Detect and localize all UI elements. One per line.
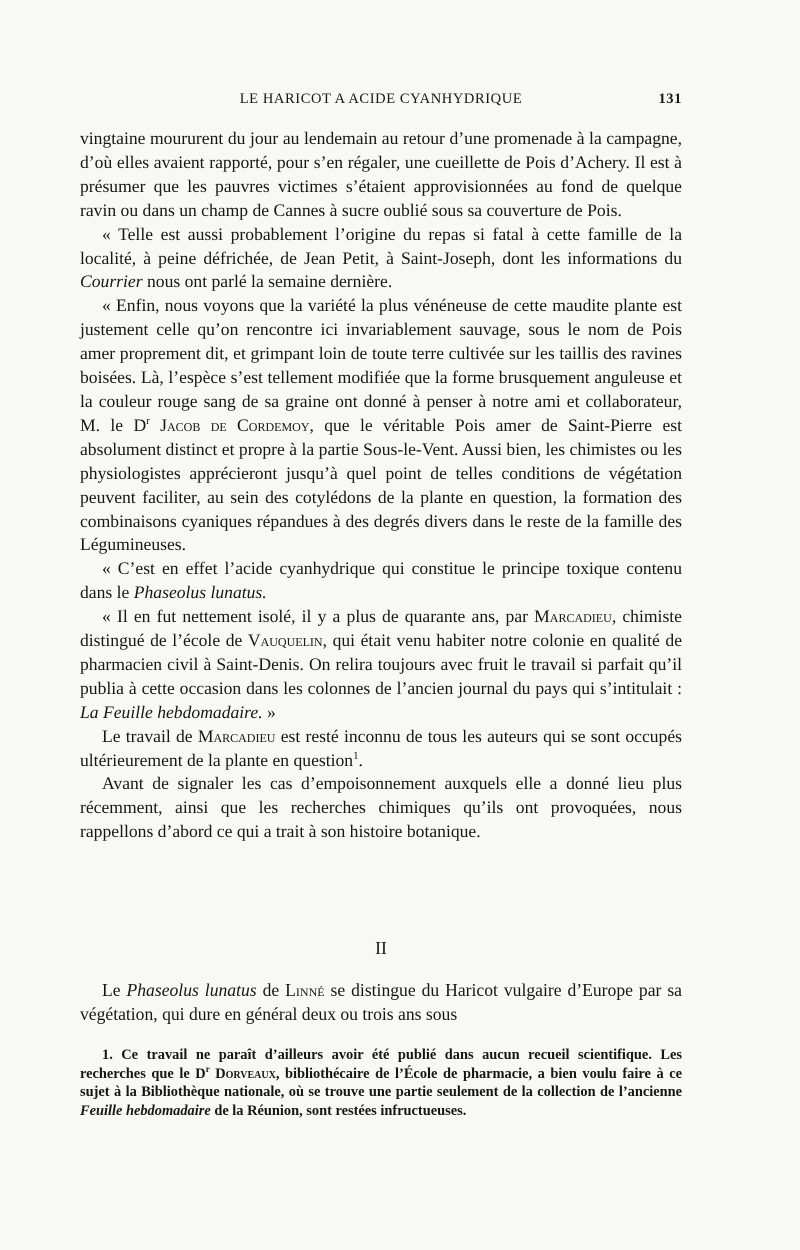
main-text (80, 127, 682, 844)
journal-title: La Feuille hebdomadaire. (80, 701, 263, 722)
author-name: Marcadieu (534, 606, 612, 627)
paragraph-6: Le travail de Marcadieu est resté inconnu de tous les auteurs qui se sont occupés ultérieurement de la plante en question$^1$. (80, 725, 682, 770)
page-number: 131 (658, 91, 682, 107)
paragraph-7: Avant de signaler les cas d’empoisonnement auxquels elle a donné lieu plus récemment, ainsi que les recherches chimiques qu’ils ont provoquées, nous rappellons d’abord ce qui a trait à son histoire botanique. (80, 773, 682, 842)
author-name: Linné (285, 980, 325, 1000)
footnote-marker: 1 (353, 749, 359, 762)
footnote (80, 1046, 682, 1120)
section-heading: II (375, 938, 387, 958)
newspaper-title: Courrier (80, 271, 143, 292)
paragraph-3: « Enfin, nous voyons que la variété la plus vénéneuse de cette maudite plante est justement celle qu’on rencontre ici invariablement sauvage, sous le nom de Pois amer proprement dit, et grimpant loin de toute terre cultivée sur les taillis des ravines boisées. Là, l’espèce s’est tellement modifiée que la forme brusquement anguleuse et la couleur rouge sang de sa graine ont donné à penser à notre ami et collaborateur, M. le $D^r$ Jacob de Cordemoy, que le véritable Pois amer de Saint-Pierre est absolument distinct et propre à la partie Sous-le-Vent. Aussi bien, les chimistes ou les physiologistes apprécieront jusqu’à quel point de telles conditions de végétation peuvent faciliter, au sein des cotylédons de la plante en question, la formation des combinaisons cyaniques répandues à des degrés divers dans le reste de la famille des Légumineuses. (80, 295, 682, 555)
paragraph-1: vingtaine moururent du jour au lendemain au retour d’une promenade à la campagne, d’où elles avaient rapporté, pour s’en régaler, une cueillette de Pois d’Achery. Il est à présumer que les pauvres victimes s’étaient approvisionnées au fond de quelque ravin ou dans un champ de Cannes à sucre oublié sous sa couverture de Pois. (80, 128, 682, 220)
author-name: Dorveaux (209, 1065, 276, 1082)
section-text (80, 978, 682, 1026)
paragraph-2: « Telle est aussi probablement l’origine du repas si fatal à cette famille de la localité, à peine défrichée, de Jean Petit, à Saint-Joseph, dont les informations du Courrier nous ont parlé la semaine dernière. (80, 223, 682, 292)
species-name: Phaseolus lunatus. (133, 582, 267, 603)
footnote-1: 1. Ce travail ne paraît d’ailleurs avoir été publié dans aucun recueil scientifique. Les recherches que le $D^r$ Dorveaux, bibliothécaire de l’École de pharmacie, a bien voulu faire à ce sujet à la Bibliothèque nationale, où se trouve une partie seulement de la collection de l’ancienne Feuille hebdomadaire de la Réunion, sont restées infructueuses. (80, 1047, 682, 1119)
running-header (80, 91, 682, 111)
author-name: Marcadieu (197, 725, 276, 746)
journal-title: Feuille hebdomadaire (80, 1102, 211, 1119)
section-paragraph-1: Le Phaseolus lunatus de Linné se distingue du Haricot vulgaire d’Europe par sa végétation, qui dure en général deux ou trois ans sous (80, 980, 682, 1024)
author-name: Jacob de Cordemoy (149, 414, 310, 435)
species-name: Phaseolus lunatus (126, 980, 257, 1000)
author-name: Vauquelin (247, 630, 323, 651)
paragraph-5: « Il en fut nettement isolé, il y a plus de quarante ans, par Marcadieu, chimiste distingué de l’école de Vauquelin, qui était venu habiter notre colonie en qualité de pharmacien civil à Saint-Denis. On relira toujours avec fruit le travail si parfait qu’il publia à cette occasion dans les colonnes de l’ancien journal du pays qui s’intitulait : La Feuille hebdomadaire. » (80, 606, 683, 722)
paragraph-4: « C’est en effet l’acide cyanhydrique qui constitue le principe toxique contenu dans le Phaseolus lunatus. (80, 558, 682, 603)
running-title: LE HARICOT A ACIDE CYANHYDRIQUE (239, 91, 523, 107)
